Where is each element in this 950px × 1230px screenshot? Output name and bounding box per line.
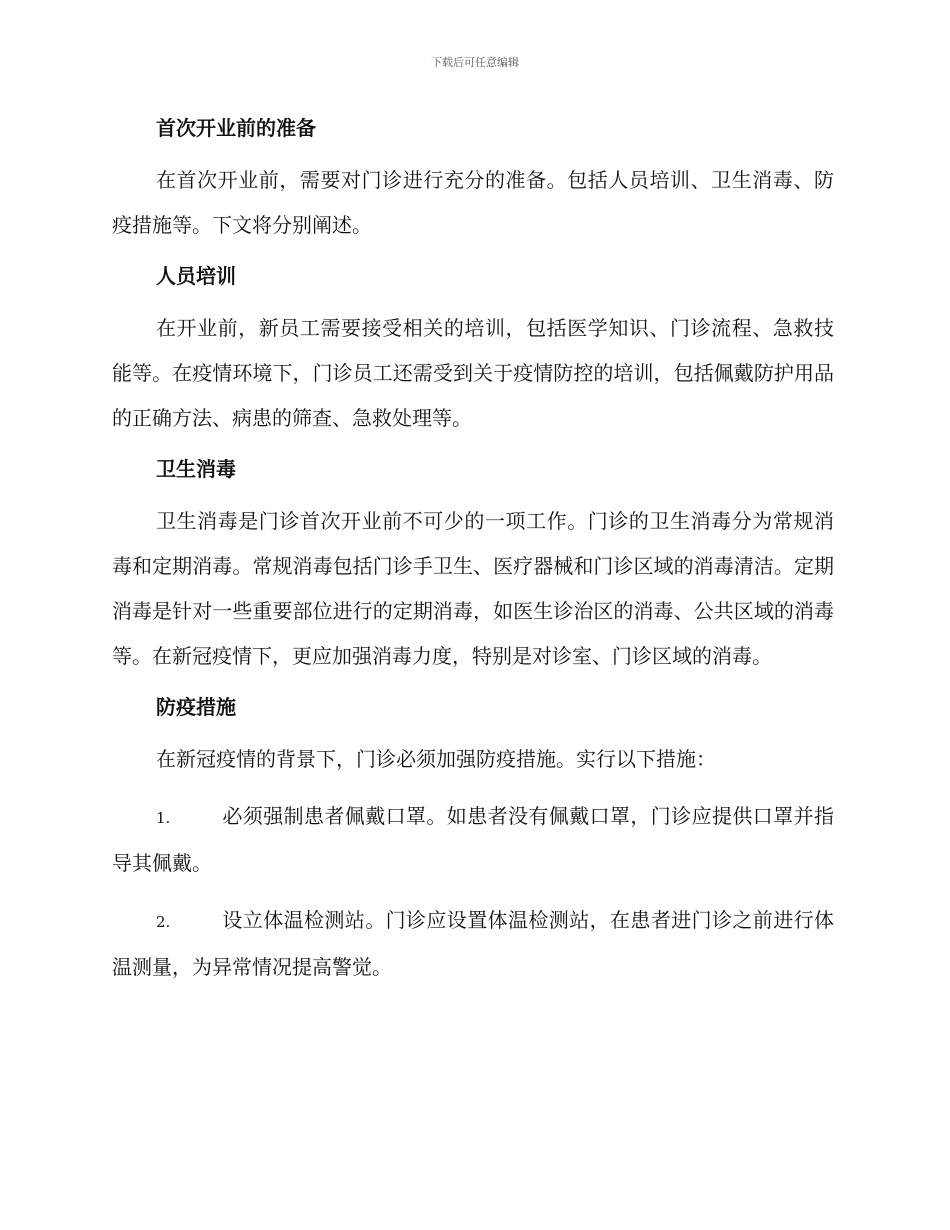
- list-item-text: 设立体温检测站。门诊应设置体温检测站，在患者进门诊之前进行体温测量，为异常情况提高警觉。: [112, 908, 834, 979]
- section-heading-preparation: 首次开业前的准备: [156, 116, 316, 140]
- section-heading-training: 人员培训: [156, 264, 236, 288]
- section-paragraph-prevention: 在新冠疫情的背景下，门诊必须加强防疫措施。实行以下措施：: [156, 747, 716, 771]
- section-heading-disinfection: 卫生消毒: [156, 457, 236, 481]
- section-heading-prevention: 防疫措施: [156, 695, 236, 719]
- list-item: [112, 898, 834, 990]
- list-item-number: 1.: [156, 809, 171, 827]
- list-item: [112, 794, 834, 886]
- section-paragraph-preparation: 在首次开业前，需要对门诊进行充分的准备。包括人员培训、卫生消毒、防疫措施等。下文将分别阐述。: [112, 168, 834, 237]
- page-header-note: 下载后可任意编辑: [431, 56, 519, 69]
- list-item-number: 2.: [156, 913, 171, 931]
- list-item-text: 必须强制患者佩戴口罩。如患者没有佩戴口罩，门诊应提供口罩并指导其佩戴。: [112, 804, 834, 875]
- section-paragraph-disinfection: 卫生消毒是门诊首次开业前不可少的一项工作。门诊的卫生消毒分为常规消毒和定期消毒。常规消毒包括门诊手卫生、医疗器械和门诊区域的消毒清洁。定期消毒是针对一些重要部位进行的定期消毒，如医生诊治区的消毒、公共区域的消毒等。在新冠疫情下，更应加强消毒力度，特别是对诊室、门诊区域的消毒。: [112, 509, 834, 668]
- section-paragraph-training: 在开业前，新员工需要接受相关的培训，包括医学知识、门诊流程、急救技能等。在疫情环境下，门诊员工还需受到关于疫情防控的培训，包括佩戴防护用品的正确方法、病患的筛查、急救处理等。: [112, 316, 834, 430]
- document-body: [112, 112, 834, 990]
